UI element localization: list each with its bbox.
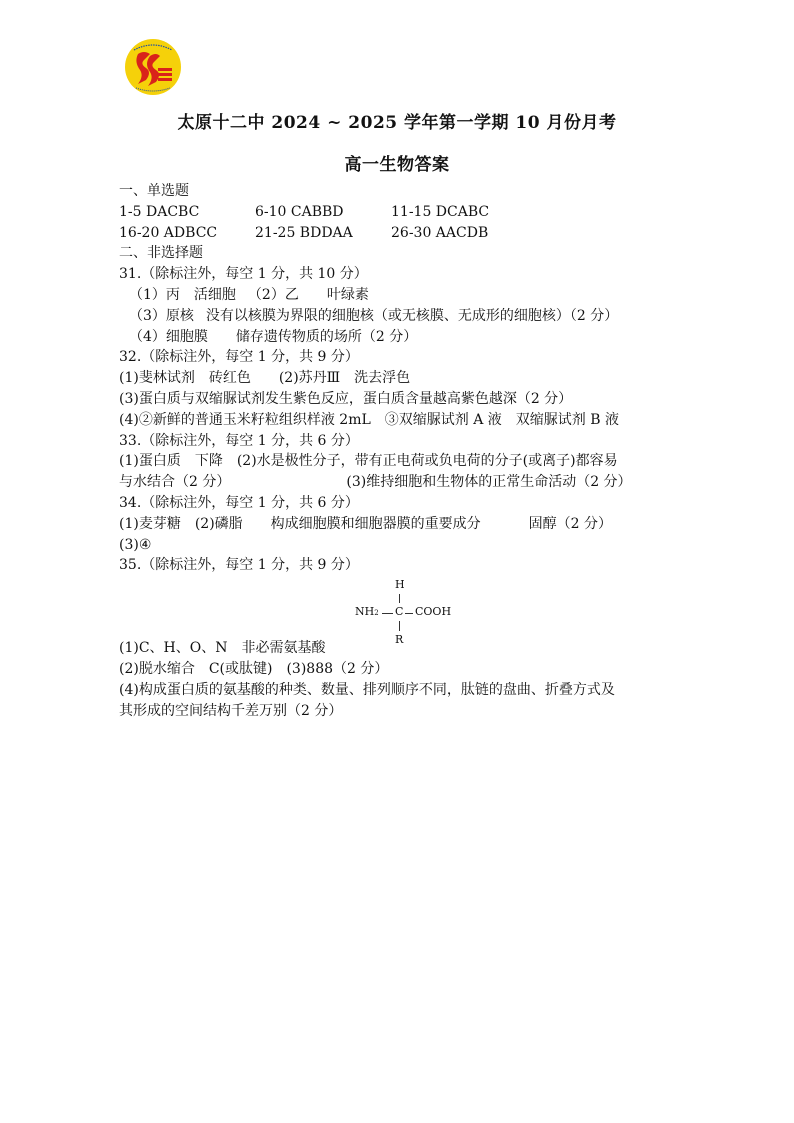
section-heading: 二、非选择题 [119, 245, 203, 262]
answer-line: (1)蛋白质 下降 (2)水是极性分子，带有正电荷或负电荷的分子(或离子)都容易 [119, 453, 618, 470]
answer-line: (3)④ [119, 536, 152, 553]
answer-cell: 26-30 AACDB [391, 224, 489, 241]
answer-text: （3）原核 [129, 307, 194, 324]
bond-line [399, 621, 400, 631]
answer-line: 其形成的空间结构千差万别（2 分） [119, 702, 343, 719]
question-header: 31.（除标注外，每空 1 分，共 10 分） [119, 266, 368, 283]
answer-line [119, 514, 679, 535]
answer-text: 固醇（2 分） [528, 515, 613, 532]
bond-line [399, 594, 400, 603]
answer-text: 与水结合（2 分） [119, 474, 231, 491]
carboxyl-group: COOH [415, 605, 452, 618]
question-header: 35.（除标注外，每空 1 分，共 9 分） [119, 557, 359, 574]
answer-text: 没有以核膜为界限的细胞核（或无核膜、无成形的细胞核）（2 分） [205, 307, 619, 324]
answer-line: (4)构成蛋白质的氨基酸的种类、数量、排列顺序不同，肽链的盘曲、折叠方式及 [119, 681, 615, 698]
atom-h: H [395, 578, 405, 591]
amino-group [355, 605, 379, 618]
answer-cell: 16-20 ADBCC [119, 224, 218, 241]
answer-text: 储存遗传物质的场所（2 分） [235, 328, 418, 345]
answer-cell: 11-15 DCABC [391, 203, 490, 220]
answer-line [119, 472, 679, 493]
section-heading: 一、单选题 [119, 183, 189, 199]
answer-cell: 6-10 CABBD [255, 203, 344, 220]
answer-line: (4)②新鲜的普通玉米籽粒组织样液 2mL ③双缩脲试剂 A 液 双缩脲试剂 B 液 [119, 411, 619, 428]
atom-c: C [395, 605, 404, 618]
answer-line: (1)C、H、O、N 非必需氨基酸 [119, 640, 326, 657]
answer-text: （4）细胞膜 [129, 328, 208, 345]
document-subtitle: 高一生物答案 [344, 155, 450, 175]
bond-line [382, 613, 393, 614]
question-header: 34.（除标注外，每空 1 分，共 6 分） [119, 494, 359, 511]
answer-text: (1)斐林试剂 砖红色 [119, 370, 251, 387]
answer-line: (3)蛋白质与双缩脲试剂发生紫色反应，蛋白质含量越高紫色越深（2 分） [119, 390, 573, 407]
atom-r: R [395, 633, 404, 646]
answer-line [119, 368, 679, 389]
question-header: 33.（除标注外，每空 1 分，共 6 分） [119, 432, 359, 449]
answer-row [119, 202, 679, 223]
atom-nh: NH [355, 605, 375, 618]
answer-text: （2）乙 [247, 286, 299, 303]
answer-line [119, 306, 679, 327]
answer-line [119, 327, 679, 348]
answer-text: (3)维持细胞和生物体的正常生命活动（2 分） [346, 474, 632, 491]
answer-text: (1)麦芽糖 (2)磷脂 [119, 515, 243, 532]
question-header: 32.（除标注外，每空 1 分，共 9 分） [119, 349, 359, 366]
answer-row [119, 223, 679, 244]
document-title: 太原十二中 2024 ~ 2025 学年第一学期 10 月份月考 [177, 113, 617, 133]
answer-line: (2)脱水缩合 C(或肽键) (3)888（2 分） [119, 660, 389, 677]
bond-line [405, 613, 413, 614]
answer-cell: 21-25 BDDAA [255, 224, 353, 241]
amino-acid-structure [355, 576, 465, 648]
answer-text: 叶绿素 [326, 286, 369, 303]
answer-text: 构成细胞膜和细胞器膜的重要成分 [270, 515, 481, 532]
answer-line [119, 285, 679, 306]
answer-text: (2)苏丹Ⅲ 洗去浮色 [278, 370, 411, 387]
answer-cell: 1-5 DACBC [119, 203, 200, 220]
answer-text: （1）丙 活细胞 [129, 286, 236, 303]
subscript: 2 [374, 609, 379, 617]
school-logo-icon [124, 38, 182, 96]
